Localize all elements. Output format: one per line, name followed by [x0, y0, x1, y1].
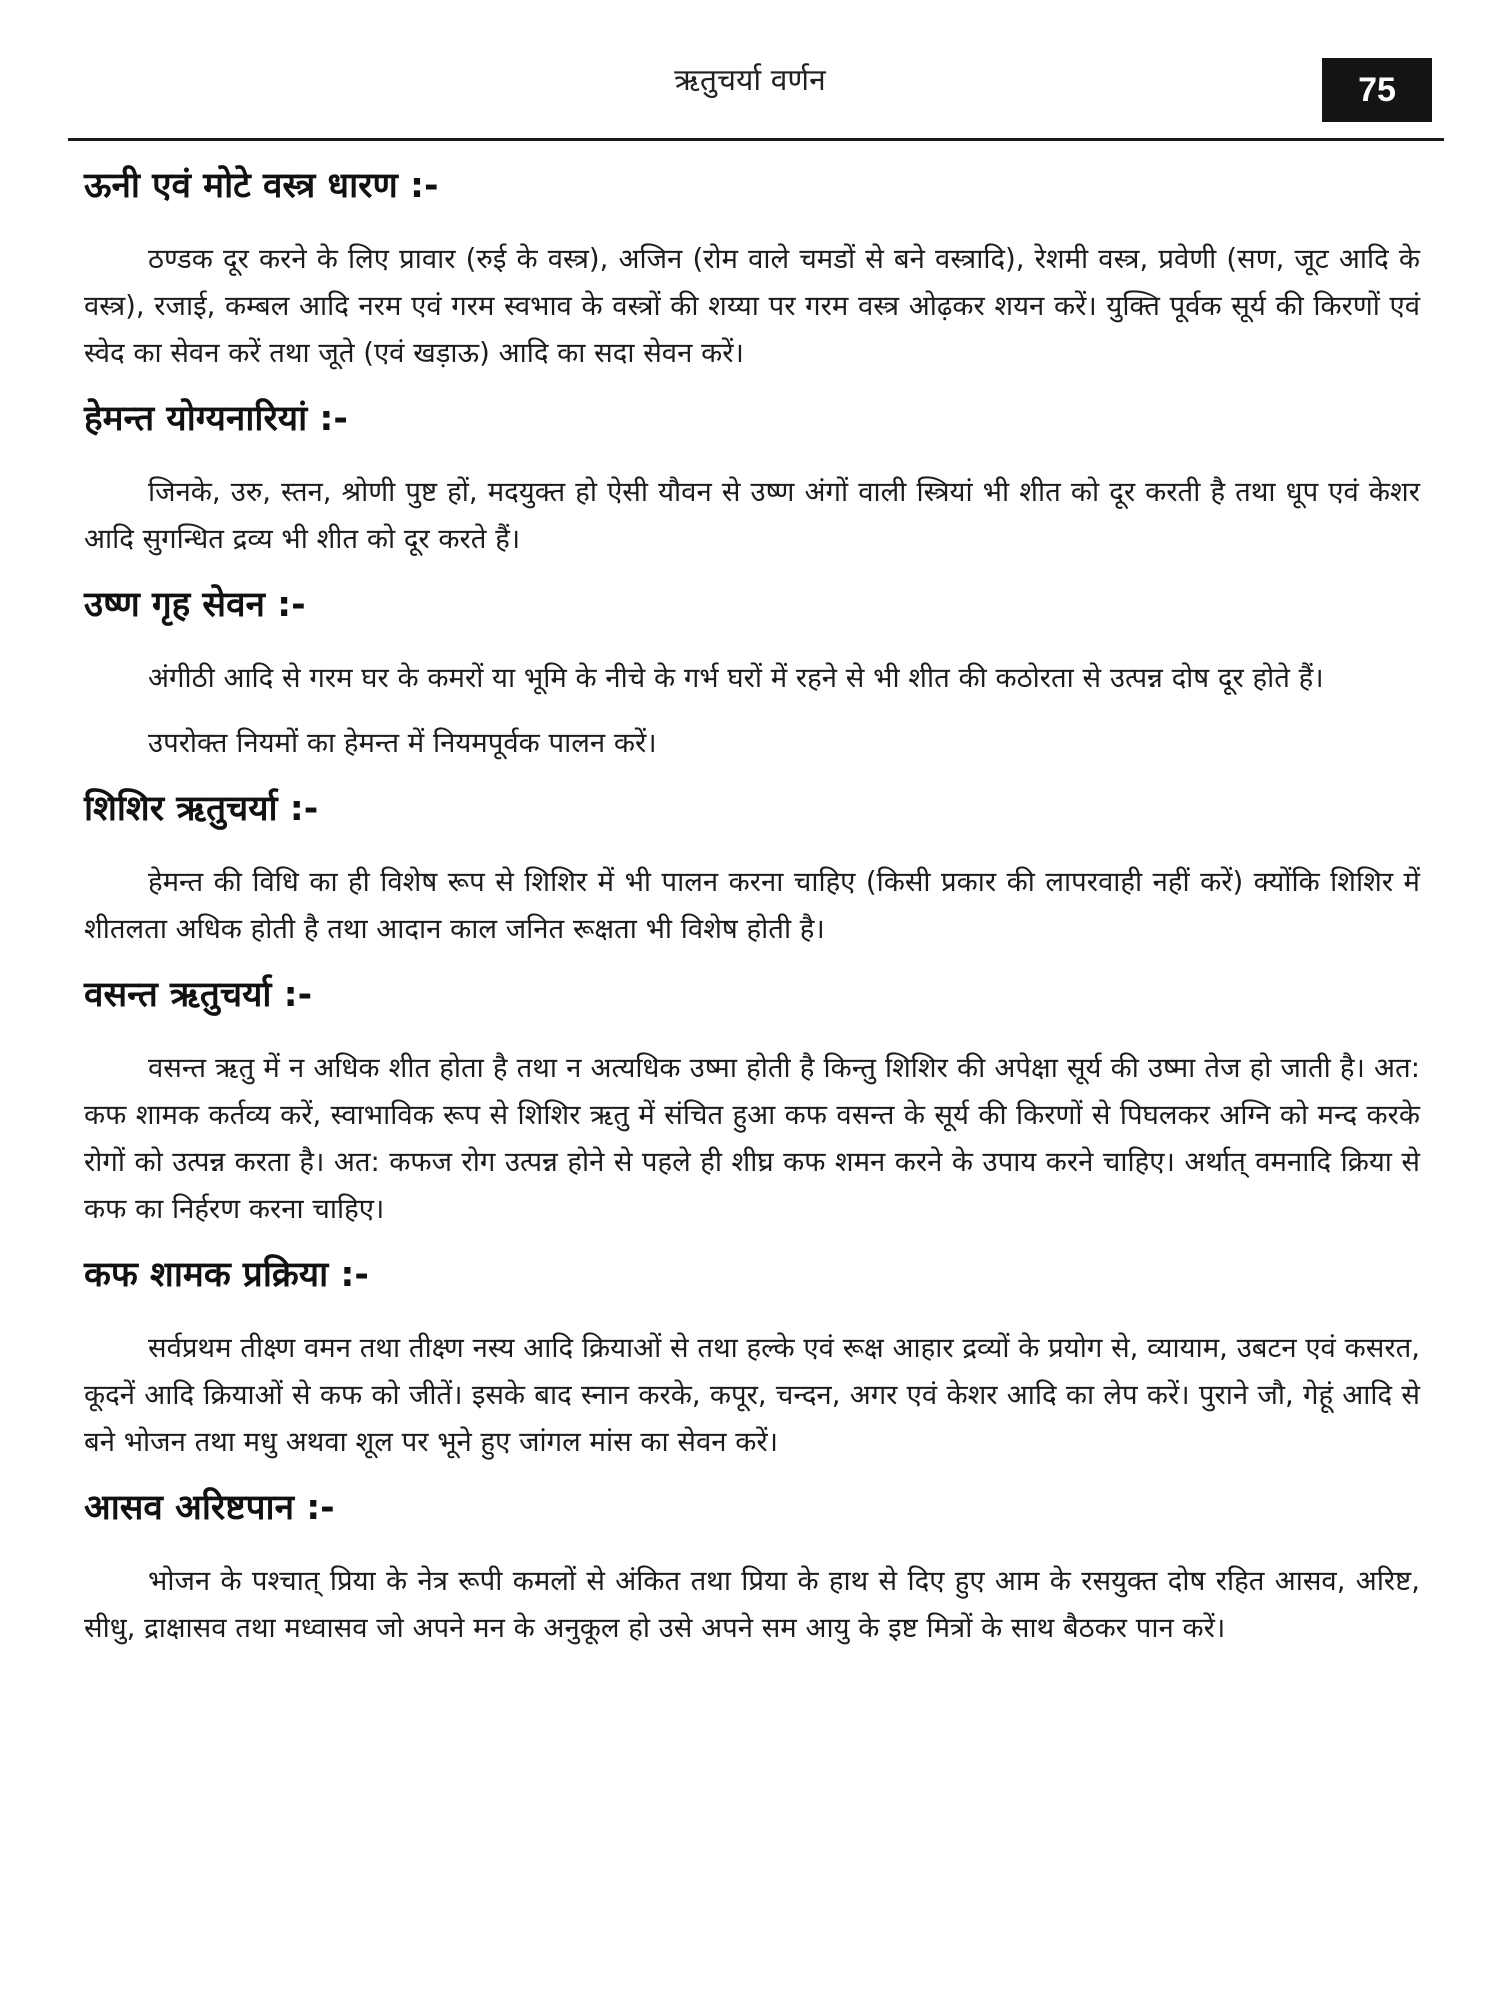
- section-heading: वसन्त ऋतुचर्या :-: [84, 975, 313, 1015]
- section-vasant-regimen: [84, 971, 1420, 1233]
- section-hemant-women: [84, 395, 1420, 563]
- section-asava-arishta: [84, 1484, 1420, 1652]
- section-heading: कफ शामक प्रक्रिया :-: [84, 1255, 369, 1295]
- section-heading: उष्ण गृह सेवन :-: [84, 585, 306, 625]
- paragraph: अंगीठी आदि से गरम घर के कमरों या भूमि के नीचे के गर्भ घरों में रहने से भी शीत की कठोरता से उत्पन्न दोष दूर होते हैं।: [148, 662, 1324, 694]
- paragraph: भोजन के पश्चात् प्रिया के नेत्र रूपी कमलों से अंकित तथा प्रिया के हाथ से दिए हुए आम के रसयुक्त दोष रहित आसव, अरिष्ट, सीधु, द्राक्षासव तथा मध्वासव जो अपने मन के अनुकूल हो उसे अपने सम आयु के इष्ट मित्रों के साथ बैठकर पान करें।: [84, 1565, 1420, 1644]
- section-shishir-regimen: [84, 785, 1420, 953]
- paragraph: हेमन्त की विधि का ही विशेष रूप से शिशिर में भी पालन करना चाहिए (किसी प्रकार की लापरवाही नहीं करें) क्योंकि शिशिर में शीतलता अधिक होती है तथा आदान काल जनित रूक्षता भी विशेष होती है।: [84, 866, 1420, 945]
- page-body: [84, 162, 1420, 1670]
- section-heading: हेमन्त योग्यनारियां :-: [84, 399, 348, 439]
- paragraph: उपरोक्त नियमों का हेमन्त में नियमपूर्वक पालन करें।: [148, 727, 657, 759]
- paragraph: ठण्डक दूर करने के लिए प्रावार (रुई के वस्त्र), अजिन (रोम वाले चमडों से बने वस्त्रादि), रेशमी वस्त्र, प्रवेणी (सण, जूट आदि के वस्त्र), रजाई, कम्बल आदि नरम एवं गरम स्वभाव के वस्त्रों की शय्या पर गरम वस्त्र ओढ़कर शयन करें। युक्ति पूर्वक सूर्य की किरणों एवं स्वेद का सेवन करें तथा जूते (एवं खड़ाऊ) आदि का सदा सेवन करें।: [84, 243, 1420, 369]
- section-woolen-clothing: [84, 162, 1420, 377]
- header-rule: [68, 138, 1444, 141]
- running-title: ऋतुचर्या वर्णन: [674, 63, 826, 98]
- section-heading: शिशिर ऋतुचर्या :-: [84, 789, 319, 829]
- section-heading: ऊनी एवं मोटे वस्त्र धारण :-: [84, 166, 439, 206]
- paragraph: वसन्त ऋतु में न अधिक शीत होता है तथा न अत्यधिक उष्मा होती है किन्तु शिशिर की अपेक्षा सूर्य की उष्मा तेज हो जाती है। अत: कफ शामक कर्तव्य करें, स्वाभाविक रूप से शिशिर ऋतु में संचित हुआ कफ वसन्त के सूर्य की किरणों से पिघलकर अग्नि को मन्द करके रोगों को उत्पन्न करता है। अत: कफज रोग उत्पन्न होने से पहले ही शीघ्र कफ शमन करने के उपाय करने चाहिए। अर्थात् वमनादि क्रिया से कफ का निर्हरण करना चाहिए।: [84, 1052, 1420, 1225]
- section-kapha-pacifying: [84, 1251, 1420, 1466]
- section-heading: आसव अरिष्टपान :-: [84, 1488, 335, 1528]
- section-warm-house: [84, 581, 1420, 767]
- paragraph: जिनके, उरु, स्तन, श्रोणी पुष्ट हों, मदयुक्त हो ऐसी यौवन से उष्ण अंगों वाली स्त्रियां भी शीत को दूर करती है तथा धूप एवं केशर आदि सुगन्धित द्रव्य भी शीत को दूर करते हैं।: [84, 476, 1420, 555]
- paragraph: सर्वप्रथम तीक्ष्ण वमन तथा तीक्ष्ण नस्य आदि क्रियाओं से तथा हल्के एवं रूक्ष आहार द्रव्यों के प्रयोग से, व्यायाम, उबटन एवं कसरत, कूदनें आदि क्रियाओं से कफ को जीतें। इसके बाद स्नान करके, कपूर, चन्दन, अगर एवं केशर आदि का लेप करें। पुराने जौ, गेहूं आदि से बने भोजन तथा मधु अथवा शूल पर भूने हुए जांगल मांस का सेवन करें।: [84, 1332, 1420, 1458]
- page-number-badge: 75: [1322, 58, 1432, 122]
